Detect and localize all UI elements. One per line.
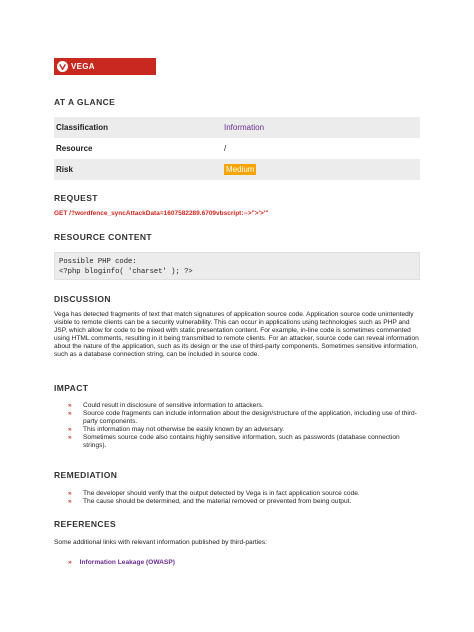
impact-list <box>68 402 420 451</box>
list-item-text: The developer should verify that the output detected by Vega is in fact application source code. <box>83 490 360 497</box>
list-item <box>68 498 420 506</box>
glance-value: Information <box>224 123 265 132</box>
list-item <box>68 490 420 498</box>
glance-value: / <box>224 144 227 153</box>
risk-badge: Medium <box>226 165 255 174</box>
list-item <box>68 434 420 450</box>
vega-logo <box>54 58 156 75</box>
vega-logo-icon <box>57 61 68 72</box>
list-item <box>68 410 420 426</box>
glance-key: Resource <box>56 144 93 153</box>
arrow-icon: » <box>68 434 72 442</box>
glance-heading: AT A GLANCE <box>54 97 116 107</box>
glance-key: Classification <box>56 123 109 132</box>
discussion-text: Vega has detected fragments of text that match signatures of application source code. Application source code unintentedly visible to remote clients can be a security vulnerability. This can occur in applications using technologies such as PHP and JSP, which allow for code to be mixed with static presentation content. For example, in-line code is sometimes commented using HTML comments, resulting in it being transmitted to remote clients. For an attacker, source code can reveal information about the nature of the application, such as its design or the use of third-party components. Sometimes sensitive information, such as a database connection string, can be included in source code. <box>54 311 419 359</box>
arrow-icon: » <box>68 498 72 506</box>
list-item-text: Source code fragments can include information about the design/structure of the application, including use of third-party components. <box>83 410 417 426</box>
reference-link-text[interactable]: Information Leakage (OWASP) <box>79 559 175 566</box>
owasp-reference-link[interactable] <box>68 559 175 566</box>
references-intro: Some additional links with relevant information published by third-parties: <box>54 539 267 546</box>
list-item <box>68 426 420 434</box>
arrow-icon: » <box>68 410 72 418</box>
list-item-text: Sometimes source code also contains highly sensitive information, such as passwords (database connection strings). <box>83 434 400 450</box>
arrow-icon: » <box>68 402 72 409</box>
glance-key: Risk <box>56 165 73 174</box>
list-item-text: The cause should be determined, and the material removed or prevented from being output. <box>83 498 352 506</box>
glance-row-classification <box>54 117 420 138</box>
request-line: GET /?wordfence_syncAttackData=1607582289.6709vbscript:-->">'>'" <box>54 210 269 217</box>
request-heading: REQUEST <box>54 193 98 203</box>
glance-table <box>54 117 420 180</box>
arrow-icon: » <box>68 490 72 497</box>
code-block: Possible PHP code: <?php bloginfo( 'charset' ); ?> <box>54 252 420 280</box>
arrow-icon: » <box>68 426 72 434</box>
list-item <box>68 402 420 410</box>
arrow-icon: » <box>68 559 72 566</box>
remediation-list <box>68 490 420 506</box>
glance-row-resource <box>54 138 420 159</box>
resource-content-heading: RESOURCE CONTENT <box>54 232 153 242</box>
impact-heading: IMPACT <box>54 383 89 393</box>
discussion-heading: DISCUSSION <box>54 294 111 304</box>
remediation-heading: REMEDIATION <box>54 470 118 480</box>
glance-row-risk <box>54 159 420 180</box>
references-heading: REFERENCES <box>54 519 117 529</box>
list-item-text: This information may not otherwise be easily known by an adversary. <box>83 426 285 434</box>
vega-logo-text: VEGA <box>71 62 95 71</box>
list-item-text: Could result in disclosure of sensitive information to attackers. <box>83 402 264 409</box>
